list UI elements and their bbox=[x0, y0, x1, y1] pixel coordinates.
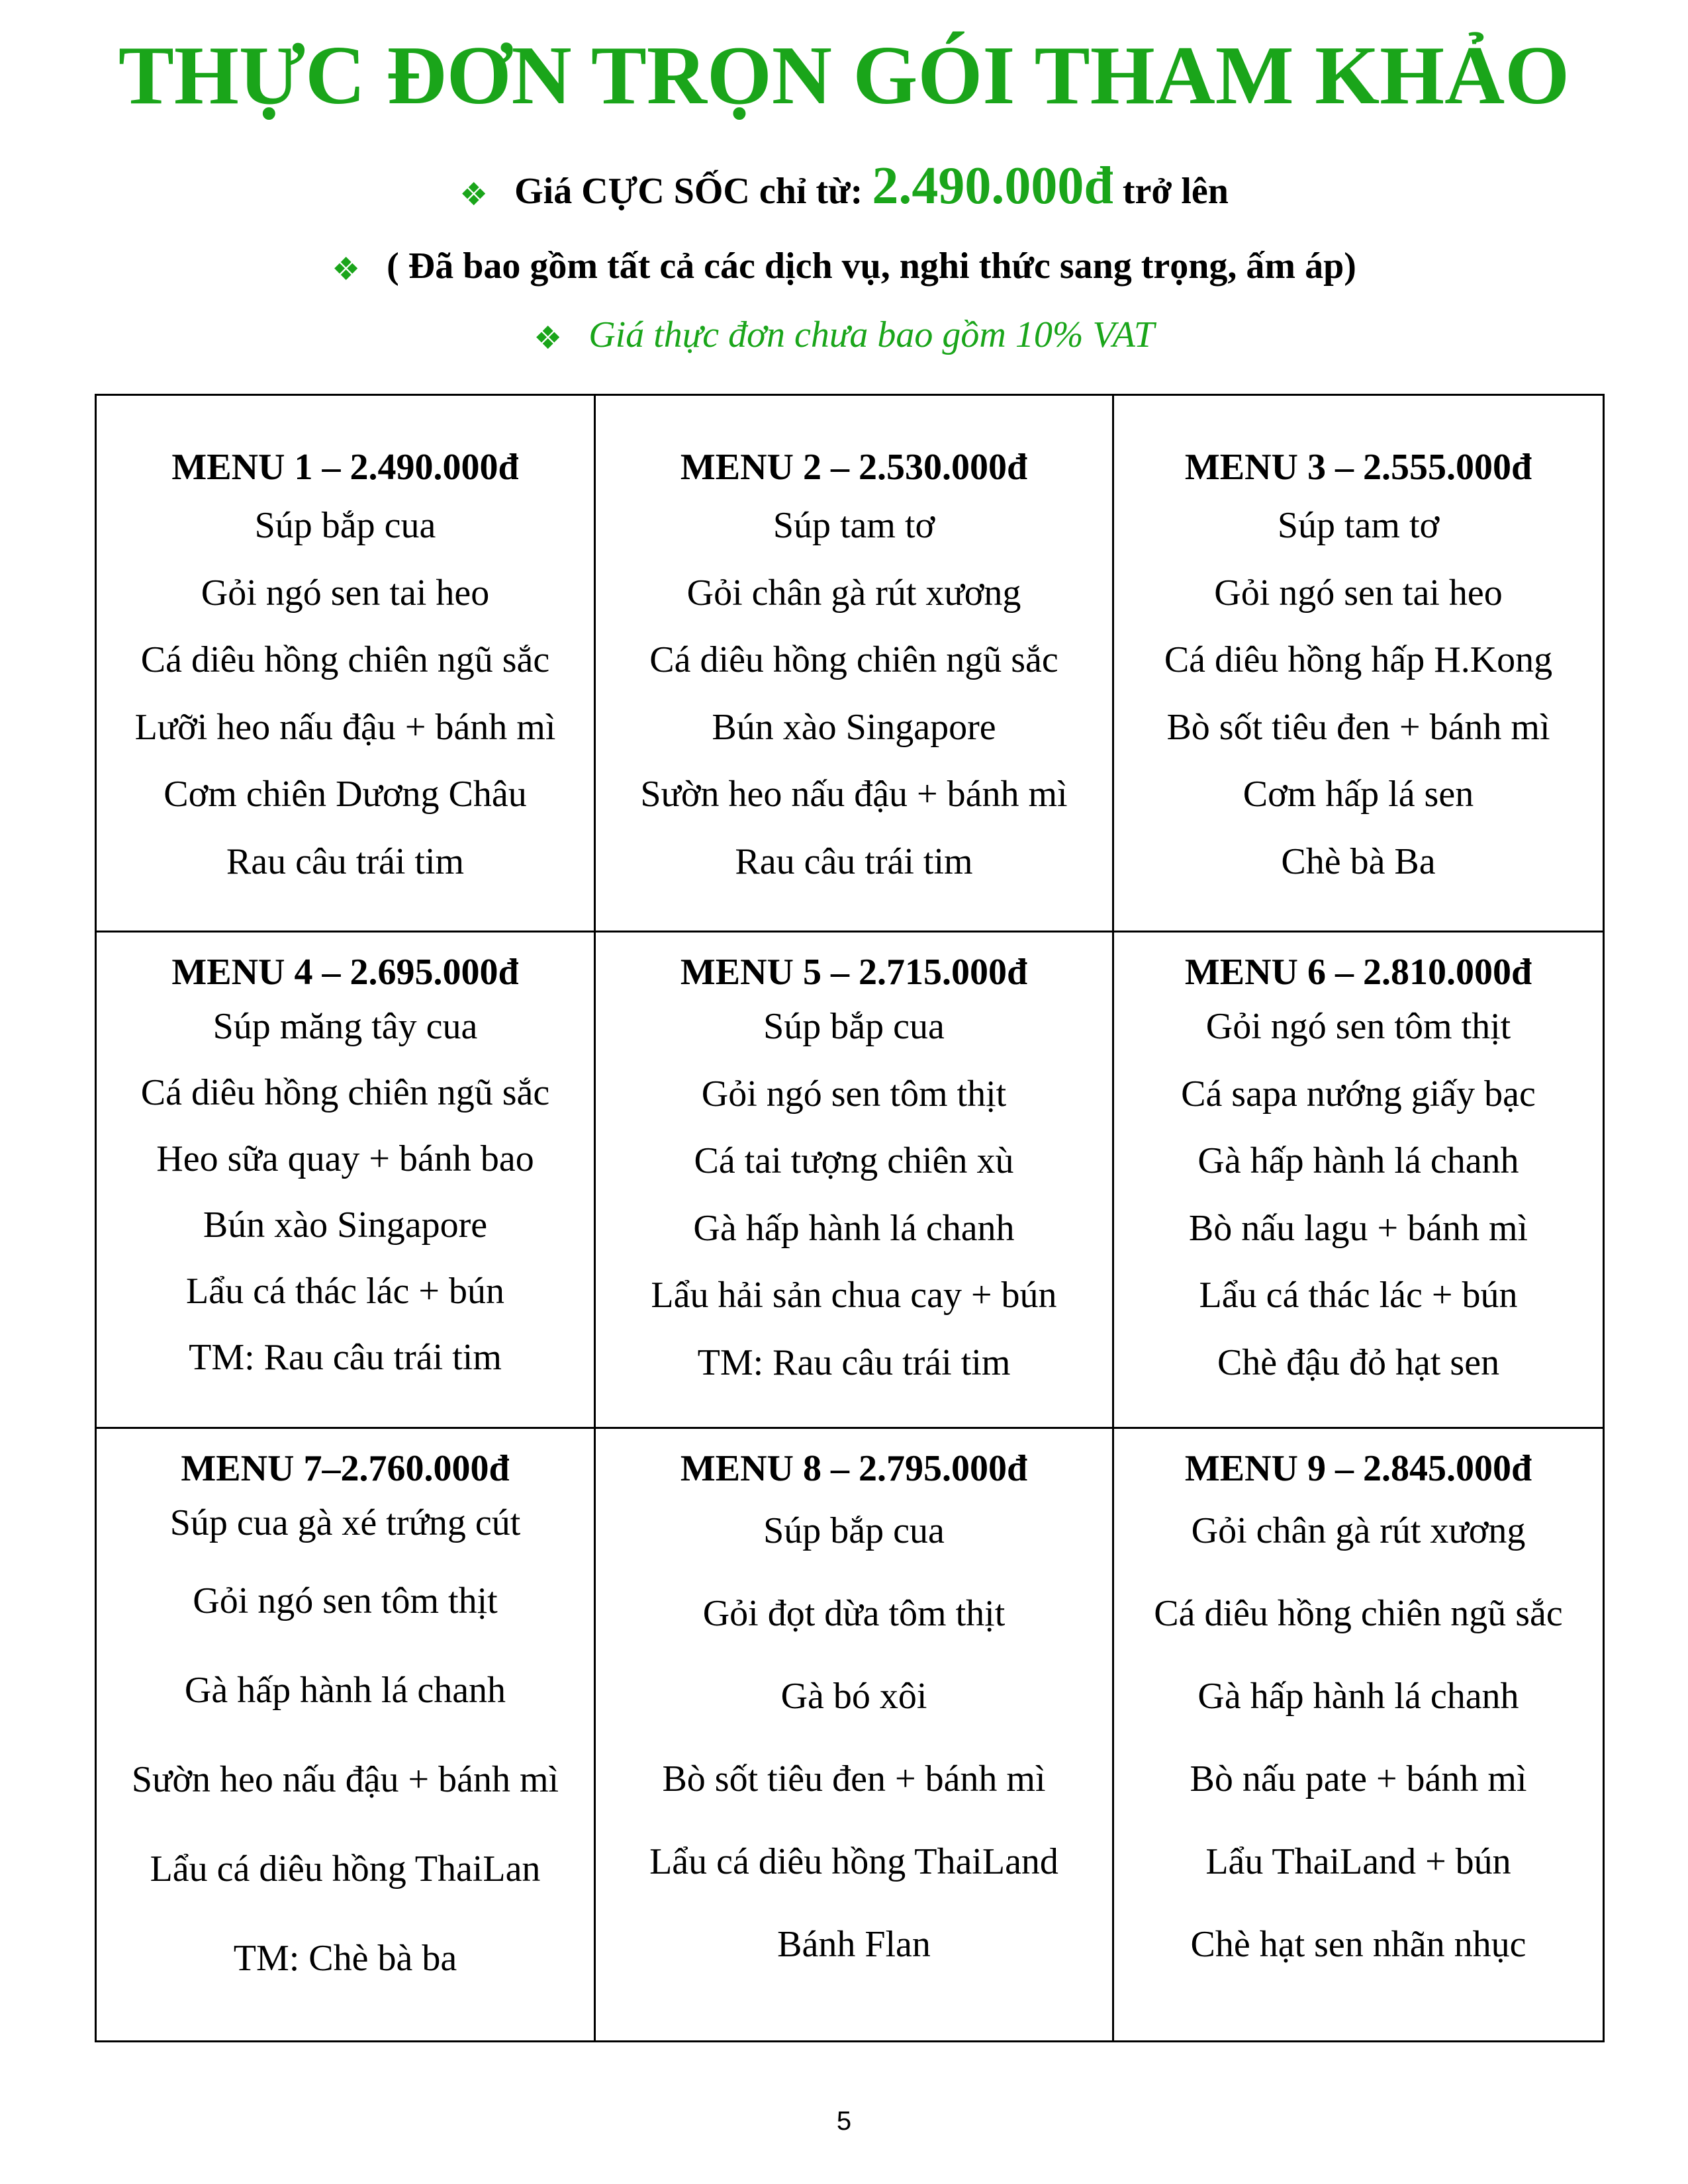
menu-card-6 bbox=[1114, 933, 1603, 1429]
dish-item: TM: Rau câu trái tim bbox=[697, 1342, 1011, 1383]
vat-line bbox=[0, 308, 1688, 365]
menu-card-4 bbox=[97, 933, 596, 1429]
dish-item: Cá diêu hồng chiên ngũ sắc bbox=[140, 1072, 550, 1113]
diamond-bullet-icon: ❖ bbox=[332, 251, 361, 289]
menu-card-9 bbox=[1114, 1429, 1603, 2040]
dish-item: Cá sapa nướng giấy bạc bbox=[1181, 1073, 1536, 1115]
dish-item: Lẩu ThaiLand + bún bbox=[1205, 1841, 1511, 1882]
dish-item: Lưỡi heo nấu đậu + bánh mì bbox=[134, 706, 556, 748]
menu-title: MENU 3 – 2.555.000đ bbox=[1184, 447, 1532, 488]
dish-item: Gà hấp hành lá chanh bbox=[693, 1207, 1015, 1249]
dish-item: Súp tam tơ bbox=[1277, 505, 1440, 546]
menu-card-8 bbox=[596, 1429, 1114, 2040]
dish-item: Rau câu trái tim bbox=[226, 841, 465, 882]
dish-item: Bò nấu pate + bánh mì bbox=[1190, 1758, 1527, 1799]
menu-title: MENU 1 – 2.490.000đ bbox=[171, 447, 519, 488]
included-services-note: ( Đã bao gồm tất cả các dịch vụ, nghi thức sang trọng, ấm áp) bbox=[387, 246, 1356, 287]
dish-item: Súp bắp cua bbox=[254, 505, 436, 546]
dish-item: Gà hấp hành lá chanh bbox=[1197, 1676, 1519, 1717]
dish-item: Cá diêu hồng chiên ngũ sắc bbox=[1154, 1593, 1563, 1634]
diamond-bullet-icon: ❖ bbox=[534, 320, 563, 357]
dish-item: Gỏi ngó sen tôm thịt bbox=[701, 1073, 1007, 1115]
dish-item: Lẩu cá thác lác + bún bbox=[186, 1271, 504, 1312]
dish-item: Gà hấp hành lá chanh bbox=[184, 1670, 506, 1711]
starting-price: 2.490.000đ bbox=[872, 157, 1113, 215]
menu-grid bbox=[95, 394, 1605, 2042]
dish-item: Chè đậu đỏ hạt sen bbox=[1217, 1342, 1500, 1383]
vat-note: Giá thực đơn chưa bao gồm 10% VAT bbox=[588, 314, 1154, 355]
page-number: 5 bbox=[836, 2107, 852, 2136]
dish-item: Lẩu cá thác lác + bún bbox=[1199, 1275, 1518, 1316]
dish-item: Bò sốt tiêu đen + bánh mì bbox=[662, 1758, 1046, 1799]
dish-item: Gỏi ngó sen tai heo bbox=[201, 572, 490, 614]
price-suffix: trở lên bbox=[1113, 171, 1229, 212]
price-line bbox=[0, 156, 1688, 224]
dish-item: Gỏi ngó sen tôm thịt bbox=[193, 1580, 498, 1621]
dish-item: Súp tam tơ bbox=[773, 505, 935, 546]
menu-title: MENU 6 – 2.810.000đ bbox=[1184, 952, 1532, 993]
dish-item: Gỏi ngó sen tai heo bbox=[1214, 572, 1503, 614]
dish-item: Gà hấp hành lá chanh bbox=[1197, 1140, 1519, 1181]
dish-item: Cá diêu hồng hấp H.Kong bbox=[1164, 639, 1553, 680]
dish-item: Sườn heo nấu đậu + bánh mì bbox=[131, 1759, 559, 1800]
menu-title: MENU 8 – 2.795.000đ bbox=[680, 1448, 1028, 1489]
diamond-bullet-icon: ❖ bbox=[459, 176, 489, 214]
dish-item: Chè hạt sen nhãn nhục bbox=[1190, 1924, 1526, 1965]
dish-item: Cá tai tượng chiên xù bbox=[694, 1140, 1014, 1181]
dish-item: Rau câu trái tim bbox=[735, 841, 973, 882]
dish-item: Cơm hấp lá sen bbox=[1243, 774, 1474, 815]
menu-card-1 bbox=[97, 396, 596, 933]
dish-item: Gà bó xôi bbox=[780, 1676, 927, 1717]
dish-item: Cơm chiên Dương Châu bbox=[164, 774, 527, 815]
dish-item: Súp bắp cua bbox=[763, 1510, 945, 1551]
menu-title: MENU 4 – 2.695.000đ bbox=[171, 952, 519, 993]
dish-item: Bún xào Singapore bbox=[203, 1205, 488, 1246]
menu-card-2 bbox=[596, 396, 1114, 933]
menu-card-3 bbox=[1114, 396, 1603, 933]
menu-title: MENU 7–2.760.000đ bbox=[181, 1448, 510, 1489]
dish-item: Bún xào Singapore bbox=[712, 706, 996, 748]
dish-item: Lẩu hải sản chua cay + bún bbox=[651, 1275, 1057, 1316]
dish-item: Cá diêu hồng chiên ngũ sắc bbox=[649, 639, 1058, 680]
dish-item: Lẩu cá diêu hồng ThaiLand bbox=[649, 1841, 1058, 1882]
menu-card-7 bbox=[97, 1429, 596, 2040]
dish-item: Gỏi đọt dừa tôm thịt bbox=[702, 1593, 1006, 1634]
dish-item: Súp cua gà xé trứng cút bbox=[169, 1502, 521, 1543]
dish-item: Gỏi ngó sen tôm thịt bbox=[1205, 1006, 1511, 1047]
dish-item: Heo sữa quay + bánh bao bbox=[156, 1138, 534, 1179]
menu-title: MENU 5 – 2.715.000đ bbox=[680, 952, 1028, 993]
dish-item: Gỏi chân gà rút xương bbox=[1191, 1510, 1526, 1551]
menu-card-5 bbox=[596, 933, 1114, 1429]
price-prefix: Giá CỰC SỐC chỉ từ: bbox=[514, 171, 872, 212]
dish-item: Bò sốt tiêu đen + bánh mì bbox=[1166, 706, 1550, 748]
dish-item: Cá diêu hồng chiên ngũ sắc bbox=[140, 639, 550, 680]
dish-item: Súp bắp cua bbox=[763, 1006, 945, 1047]
dish-item: TM: Rau câu trái tim bbox=[189, 1337, 502, 1378]
dish-item: Gỏi chân gà rút xương bbox=[686, 572, 1021, 614]
dish-item: Chè bà Ba bbox=[1281, 841, 1436, 882]
dish-item: Súp măng tây cua bbox=[212, 1006, 478, 1047]
dish-item: Bò nấu lagu + bánh mì bbox=[1188, 1207, 1528, 1249]
page-title: THỰC ĐƠN TRỌN GÓI THAM KHẢO bbox=[118, 30, 1570, 122]
dish-item: Bánh Flan bbox=[777, 1924, 931, 1965]
dish-item: Sườn heo nấu đậu + bánh mì bbox=[640, 774, 1068, 815]
menu-title: MENU 2 – 2.530.000đ bbox=[680, 447, 1028, 488]
dish-item: TM: Chè bà ba bbox=[233, 1938, 457, 1979]
included-services-line bbox=[0, 240, 1688, 296]
dish-item: Lẩu cá diêu hồng ThaiLan bbox=[150, 1848, 541, 1889]
menu-title: MENU 9 – 2.845.000đ bbox=[1184, 1448, 1532, 1489]
